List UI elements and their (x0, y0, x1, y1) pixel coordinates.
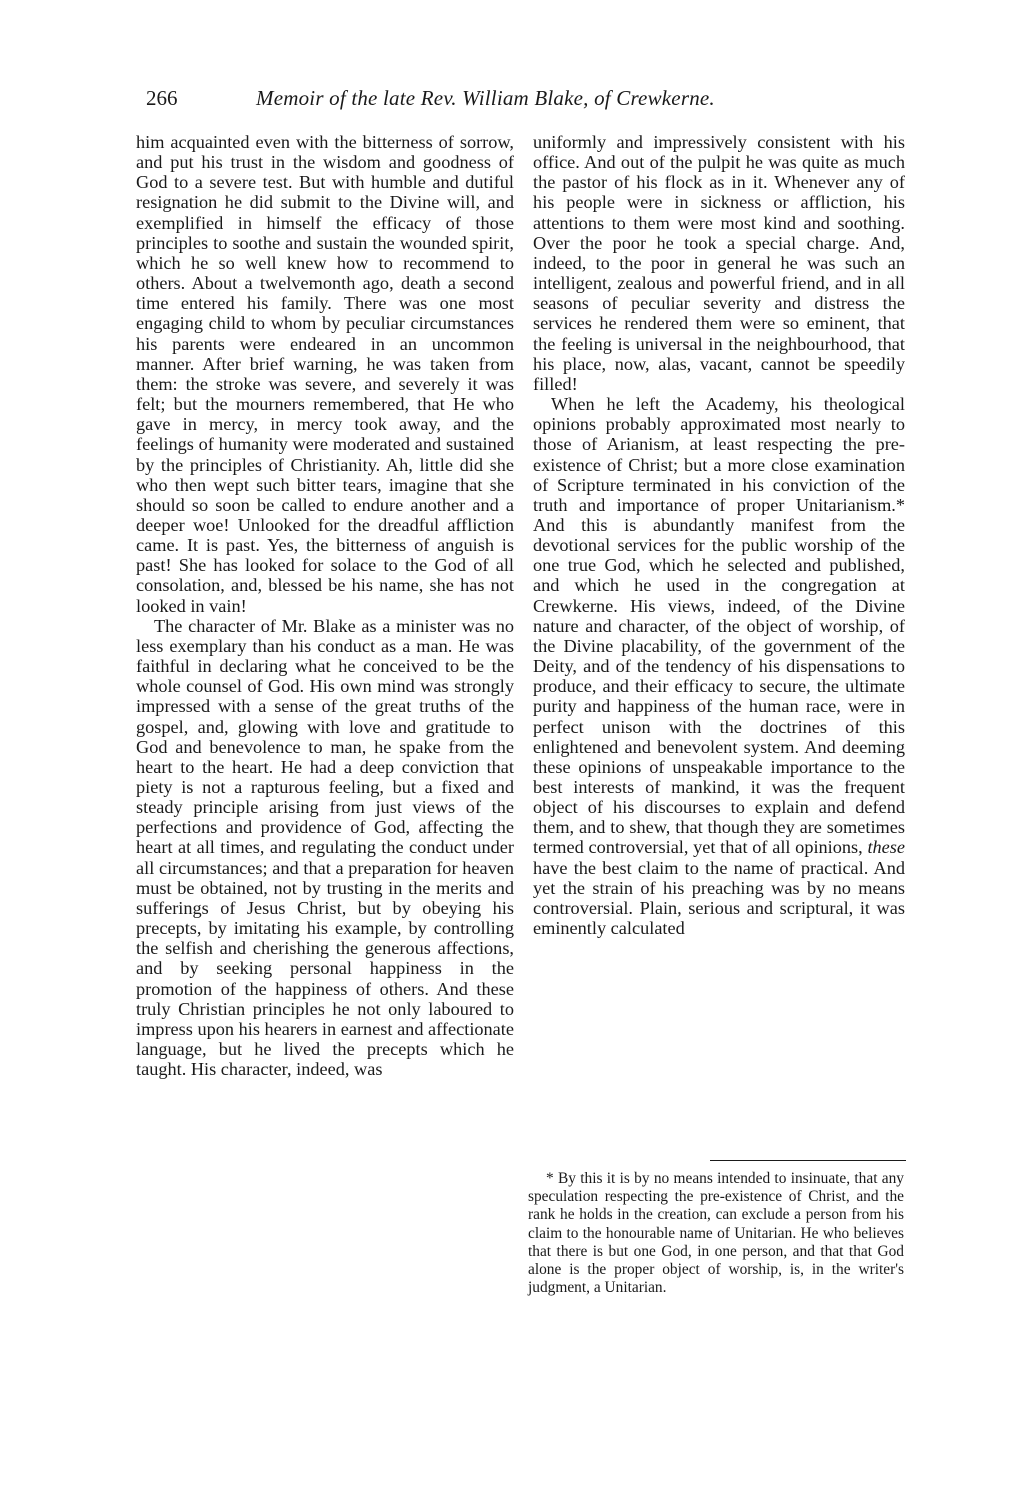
right-paragraph-2-emphasis: these (867, 837, 905, 858)
running-title: Memoir of the late Rev. William Blake, of Crewkerne. (256, 86, 715, 110)
right-paragraph-2 (533, 394, 905, 938)
running-head (146, 86, 906, 116)
right-paragraph-2-text-b: have the best claim to the name of practical. And yet the strain of his preaching was by no means controversial. Plain, serious and scriptural, it was eminently calculated (533, 857, 905, 939)
right-paragraph-2-text-a: When he left the Academy, his theological opinions probably approximated most nearly to those of Arianism, at least respecting the pre-existence of Christ; but a more close examination of Scripture terminated in his conviction of the truth and importance of proper Unitarianism.* And this is abundantly manifest from the devotional services for the public worship of the one true God, which he selected and published, and which he used in the congregation at Crewkerne. His views, indeed, of the Divine nature and character, of the object of worship, of the Divine placability, of the government of the Deity, and of the tendency of his dispensations to produce, and their efficacy to secure, the ultimate purity and happiness of the human race, were in perfect unison with the doctrines of this enlightened and benevolent system. And deeming these opinions of unspeakable importance to the best interests of mankind, it was the frequent object of his discourses to explain and defend them, and to shew, that though they are sometimes termed controversial, yet that of all opinions, (533, 394, 905, 858)
right-paragraph-1: uniformly and impressively consistent with his office. And out of the pulpit he was quite as much the pastor of his flock as in it. Whenever any of his people were in sickness or affliction, his attentions to them were most kind and soothing. Over the poor he took a special charge. And, indeed, to the poor in general he was such an intelligent, zealous and powerful friend, and in all seasons of peculiar severity and distress the services he rendered them were so eminent, that the feeling is universal in the neighbourhood, that his place, now, alas, vacant, cannot be speedily filled! (533, 132, 905, 394)
left-column (136, 132, 514, 1079)
right-column (533, 132, 905, 938)
footnote-rule (710, 1160, 906, 1161)
footnote: * By this it is by no means intended to insinuate, that any speculation respecting the pre-existence of Christ, and the rank he holds in the creation, can exclude a person from his claim to the honourable name of Unitarian. He who believes that there is but one God, in one person, and that that God alone is the proper object of worship, is, in the writer's judgment, a Unitarian. (528, 1170, 904, 1297)
left-paragraph-2: The character of Mr. Blake as a minister was no less exemplary than his conduct as a man. He was faithful in declaring what he conceived to be the whole counsel of God. His own mind was strongly impressed with a sense of the great truths of the gospel, and, glowing with love and gratitude to God and benevolence to man, he spake from the heart to the heart. He had a deep conviction that piety is not a rapturous feeling, but a fixed and steady principle arising from just views of the perfections and providence of God, affecting the heart at all times, and regulating the conduct under all circumstances; and that a preparation for heaven must be obtained, not by trusting in the merits and sufferings of Jesus Christ, but by obeying his precepts, by imitating his example, by controlling the selfish and cherishing the generous affections, and by seeking personal happiness in the promotion of the happiness of others. And these truly Christian principles he not only laboured to impress upon his hearers in earnest and affectionate language, but he lived the precepts which he taught. His character, indeed, was (136, 615, 514, 1080)
page-number: 266 (146, 86, 178, 110)
left-paragraph-1: him acquainted even with the bitterness of sorrow, and put his trust in the wisdom and goodness of God to a severe test. But with humble and dutiful resignation he did submit to the Divine will, and exemplified in himself the efficacy of those principles to soothe and sustain the wounded spirit, which he so well knew how to recommend to others. About a twelvemonth ago, death a second time entered his family. There was one most engaging child to whom by peculiar circumstances his parents were endeared in an uncommon manner. After brief warning, he was taken from them: the stroke was severe, and severely it was felt; but the mourners remembered, that He who gave in mercy, in mercy took away, and the feelings of humanity were moderated and sustained by the principles of Christianity. Ah, little did she who then wept such bitter tears, imagine that she should so soon be called to endure another and a deeper woe! Unlooked for the dreadful affliction came. It is past. Yes, the bitterness of anguish is past! She has looked for solace to the God of all consolation, and, blessed be his name, she has not looked in vain! (136, 132, 514, 616)
